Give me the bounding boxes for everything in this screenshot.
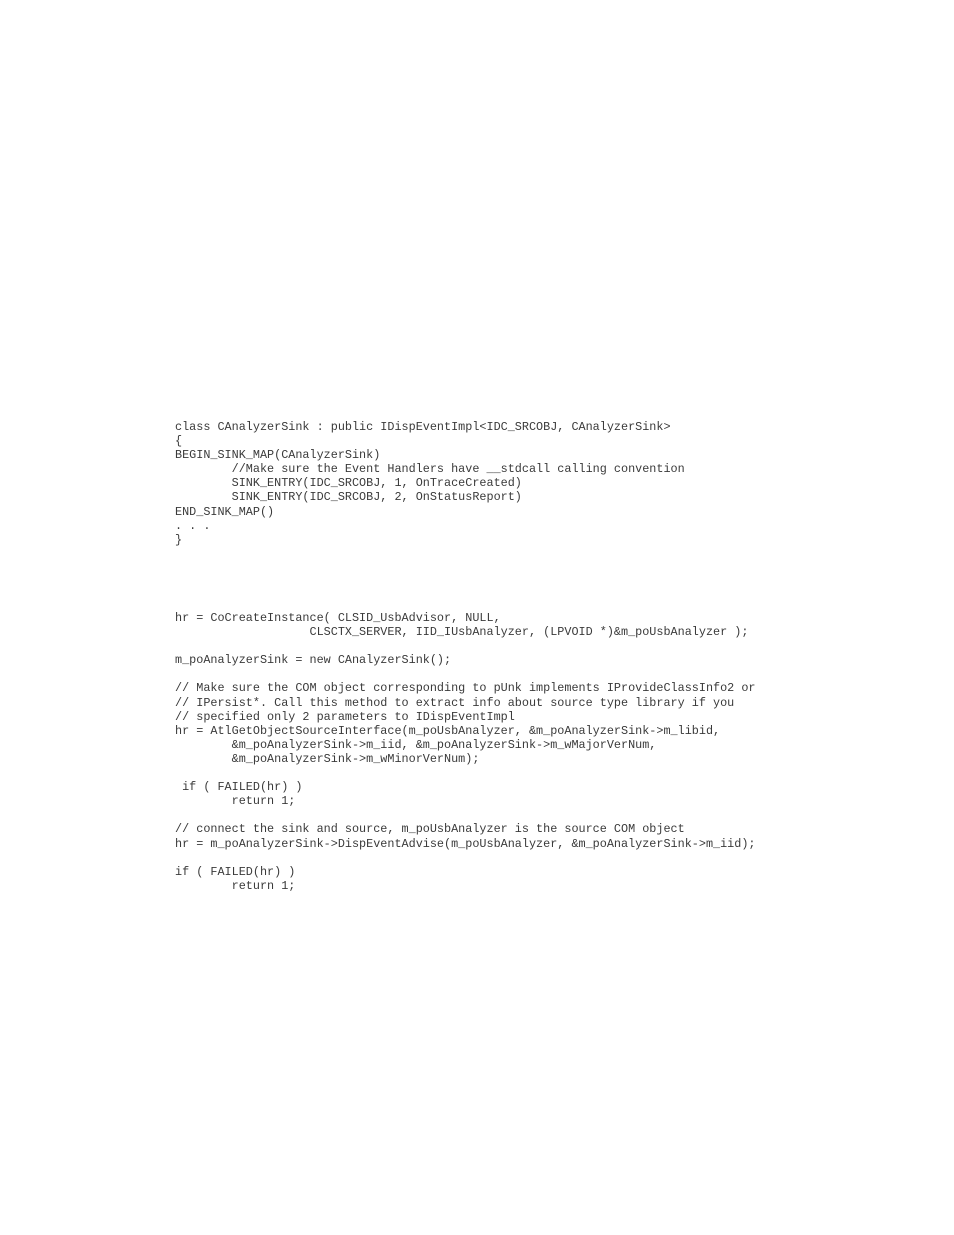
code-blank-line <box>175 766 756 780</box>
code-line: if ( FAILED(hr) ) <box>175 864 296 879</box>
code-line: BEGIN_SINK_MAP(CAnalyzerSink) <box>175 448 381 463</box>
code-comment-line: // connect the sink and source, m_poUsbAnalyzer is the source COM object <box>175 822 685 837</box>
code-line: END_SINK_MAP() <box>175 504 275 519</box>
code-line: if ( FAILED(hr) ) <box>175 780 303 795</box>
code-line: return 1; <box>175 878 296 893</box>
code-line: { <box>175 434 183 449</box>
code-blank-line <box>175 667 756 681</box>
code-line: SINK_ENTRY(IDC_SRCOBJ, 1, OnTraceCreated) <box>175 476 522 491</box>
code-comment-line: //Make sure the Event Handlers have __stdcall calling convention <box>175 462 685 477</box>
code-block-sink-class <box>175 420 685 547</box>
code-line: hr = m_poAnalyzerSink->DispEventAdvise(m_poUsbAnalyzer, &m_poAnalyzerSink->m_iid); <box>175 836 756 851</box>
code-line: hr = AtlGetObjectSourceInterface(m_poUsbAnalyzer, &m_poAnalyzerSink->m_libid, <box>175 723 721 738</box>
code-line: return 1; <box>175 794 296 809</box>
code-line: m_poAnalyzerSink = new CAnalyzerSink(); <box>175 653 452 668</box>
code-blank-line <box>175 851 756 865</box>
code-ellipsis-line: . . . <box>175 518 211 533</box>
code-line: &m_poAnalyzerSink->m_iid, &m_poAnalyzerSink->m_wMajorVerNum, <box>175 737 657 752</box>
code-blank-line <box>175 639 756 653</box>
code-comment-line: // specified only 2 parameters to IDispEventImpl <box>175 709 515 724</box>
code-blank-line <box>175 808 756 822</box>
code-comment-line: // IPersist*. Call this method to extract info about source type library if you <box>175 695 735 710</box>
code-line: CLSCTX_SERVER, IID_IUsbAnalyzer, (LPVOID *)&m_poUsbAnalyzer ); <box>175 625 749 640</box>
code-block-sink-usage <box>175 611 756 893</box>
code-line: &m_poAnalyzerSink->m_wMinorVerNum); <box>175 751 480 766</box>
code-line: hr = CoCreateInstance( CLSID_UsbAdvisor, NULL, <box>175 611 501 625</box>
code-line: class CAnalyzerSink : public IDispEventImpl<IDC_SRCOBJ, CAnalyzerSink> <box>175 420 671 434</box>
code-line: } <box>175 532 183 547</box>
code-line: SINK_ENTRY(IDC_SRCOBJ, 2, OnStatusReport) <box>175 490 522 505</box>
code-comment-line: // Make sure the COM object corresponding to pUnk implements IProvideClassInfo2 or <box>175 681 756 696</box>
